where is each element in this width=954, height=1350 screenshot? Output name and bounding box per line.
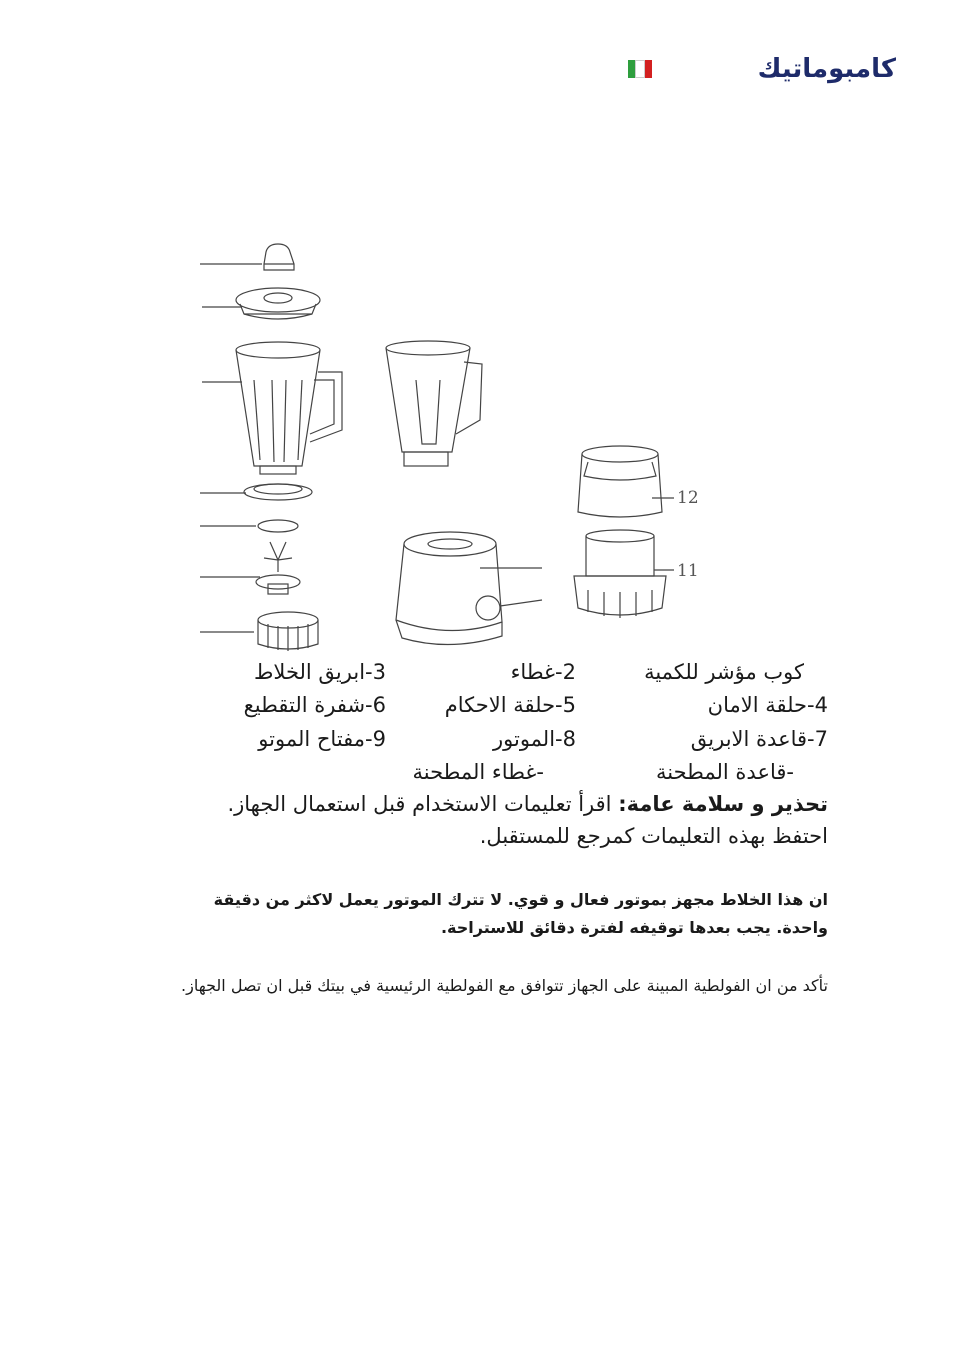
motor-switch-knob	[476, 596, 500, 620]
jar-base	[258, 612, 318, 651]
part-safety-ring: 4-حلقة الامان	[707, 693, 828, 717]
part-lid: 2-غطاء	[510, 660, 576, 684]
blender-jar	[236, 342, 342, 474]
part-grinder-base: -قاعدة المطحنة	[656, 760, 794, 784]
cutting-blade	[256, 542, 300, 594]
safety-warning-paragraph	[168, 788, 828, 852]
part-jar: 3-ابريق الخلاط	[254, 660, 386, 684]
part-blade: 6-شفرة التقطيع	[243, 693, 386, 717]
part-grinder-lid: -غطاء المطحنة	[412, 760, 544, 784]
motor-base	[396, 532, 542, 645]
jar-lid	[236, 288, 320, 319]
safety-ring	[244, 484, 312, 500]
part-sealing-ring: 5-حلقة الاحكام	[444, 693, 576, 717]
part-motor-switch: 9-مفتاح الموتو	[258, 727, 386, 751]
blender-exploded-diagram	[190, 230, 750, 660]
brand-logo	[628, 56, 896, 86]
part-measuring-cup: كوب مؤشر للكمية	[644, 660, 804, 684]
safety-warning-text: اقرأ تعليمات الاستخدام قبل استعمال الجهاز. احتفظ بهذه التعليمات كمرجع للمستقبل.	[227, 792, 828, 848]
italian-flag-icon	[628, 60, 652, 78]
sealing-ring	[258, 520, 298, 532]
callout-12: 12	[677, 488, 699, 508]
part-jar-base: 7-قاعدة الابريق	[690, 727, 828, 751]
flag-green-stripe	[628, 60, 635, 78]
grinder-lid	[578, 446, 674, 517]
blender-jar-assembled	[386, 341, 482, 466]
measuring-cup	[264, 244, 294, 270]
flag-red-stripe	[645, 60, 652, 78]
safety-warning-heading: تحذير و سلامة عامة:	[618, 792, 828, 816]
voltage-check-note: تأكد من ان الفولطية المبينة على الجهاز تتوافق مع الفولطية الرئيسية في بيتك قبل ان تصل الجهاز.	[181, 976, 828, 995]
brand-name: كامبوماتيك	[757, 54, 896, 84]
motor-usage-note: ان هذا الخلاط مجهز بموتور فعال و قوي. لا تترك الموتور يعمل لاكثر من دقيقة واحدة. يجب بعدها توقيفه لفترة دقائق للاستراحة.	[213, 890, 828, 937]
grinder-base	[574, 530, 674, 618]
part-motor: 8-الموتور	[492, 727, 576, 751]
flag-white-stripe	[635, 60, 644, 78]
callout-11: 11	[677, 561, 699, 581]
